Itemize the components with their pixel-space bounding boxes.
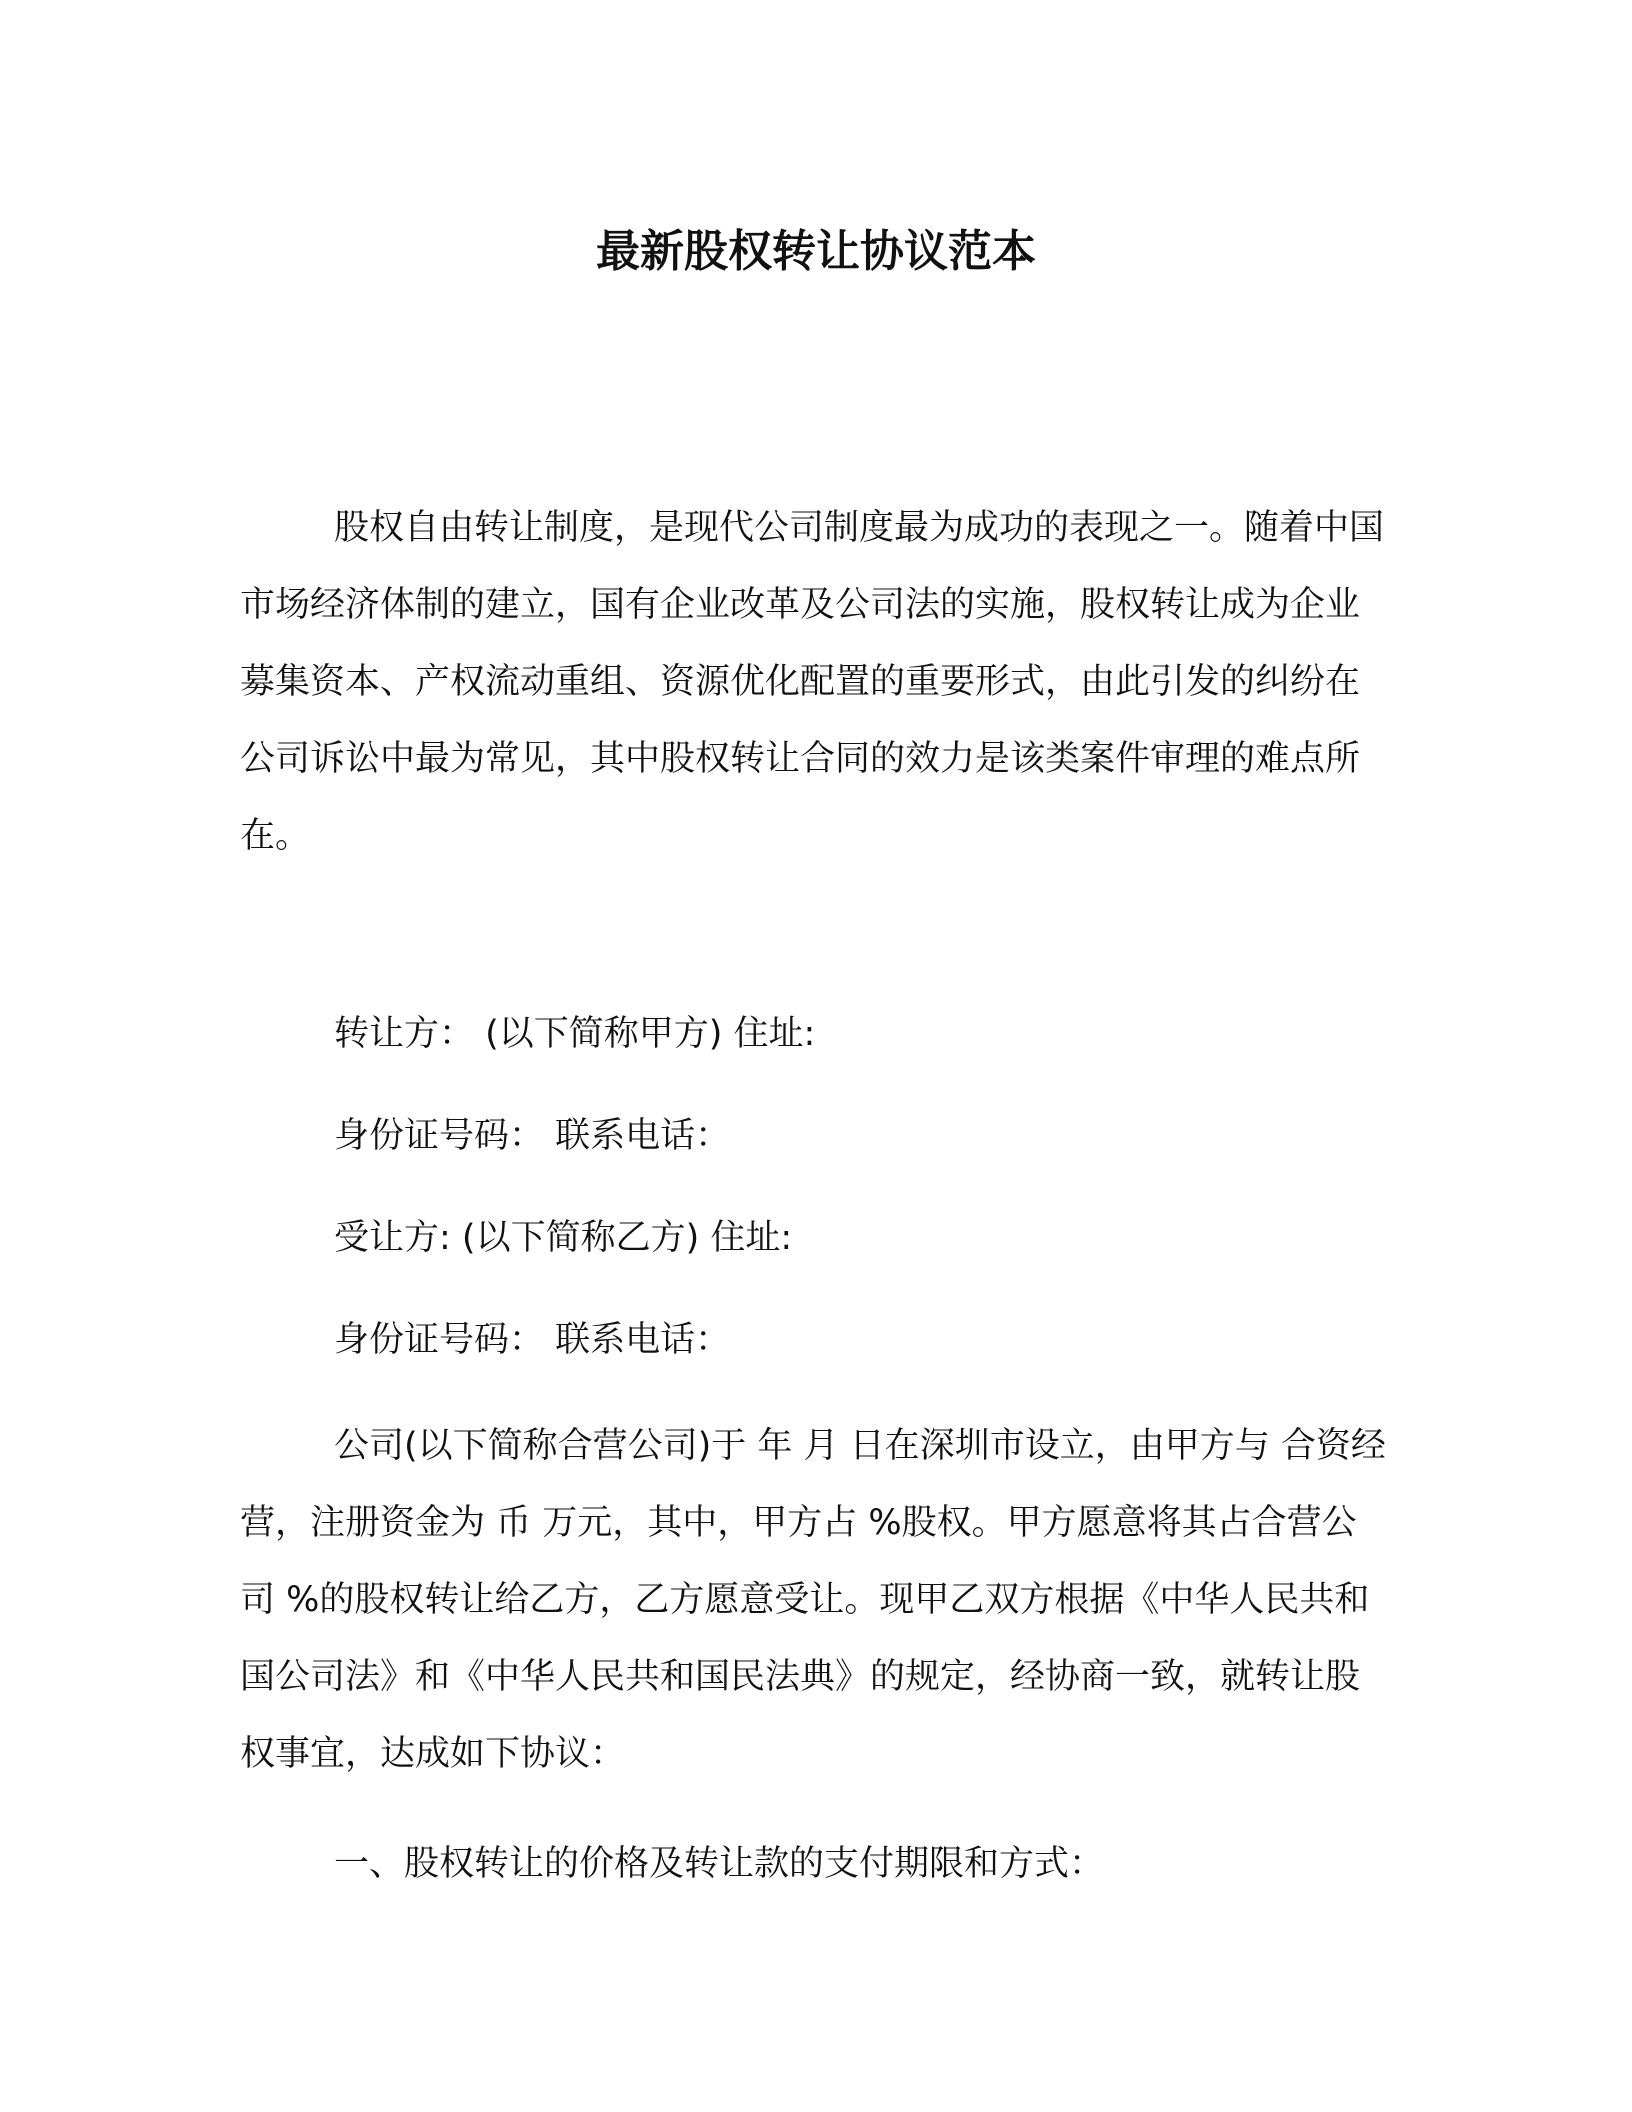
transferee-id-line: 身份证号码： 联系电话： xyxy=(334,1320,731,1360)
document-title: 最新股权转让协议范本 xyxy=(596,226,1036,277)
section-1-heading: 一、股权转让的价格及转让款的支付期限和方式： xyxy=(334,1844,1105,1884)
transferee-line: 受让方: (以下简称乙方) 住址: xyxy=(334,1218,793,1258)
agreement-paragraph: 公司(以下简称合营公司)于 年 月 日在深圳市设立，由甲方与 合资经营，注册资金为 币 万元，其中，甲方占 %股权。甲方愿意将其占合营公司 %的股权转让给乙方，乙方愿意受让。现甲乙双方根据《中华人民共和国公司法》和《中华人民共和国民法典》的规定，经协商一致，就转让股权事宜，达成如下协议： xyxy=(240,1426,1386,1774)
transferor-line: 转让方： (以下简称甲方) 住址: xyxy=(334,1014,816,1054)
intro-paragraph: 股权自由转让制度，是现代公司制度最为成功的表现之一。随着中国市场经济体制的建立，国有企业改革及公司法的实施，股权转让成为企业募集资本、产权流动重组、资源优化配置的重要形式，由此引发的纠纷在公司诉讼中最为常见，其中股权转让合同的效力是该类案件审理的难点所在。 xyxy=(240,508,1385,856)
transferor-id-line: 身份证号码： 联系电话： xyxy=(334,1116,731,1156)
